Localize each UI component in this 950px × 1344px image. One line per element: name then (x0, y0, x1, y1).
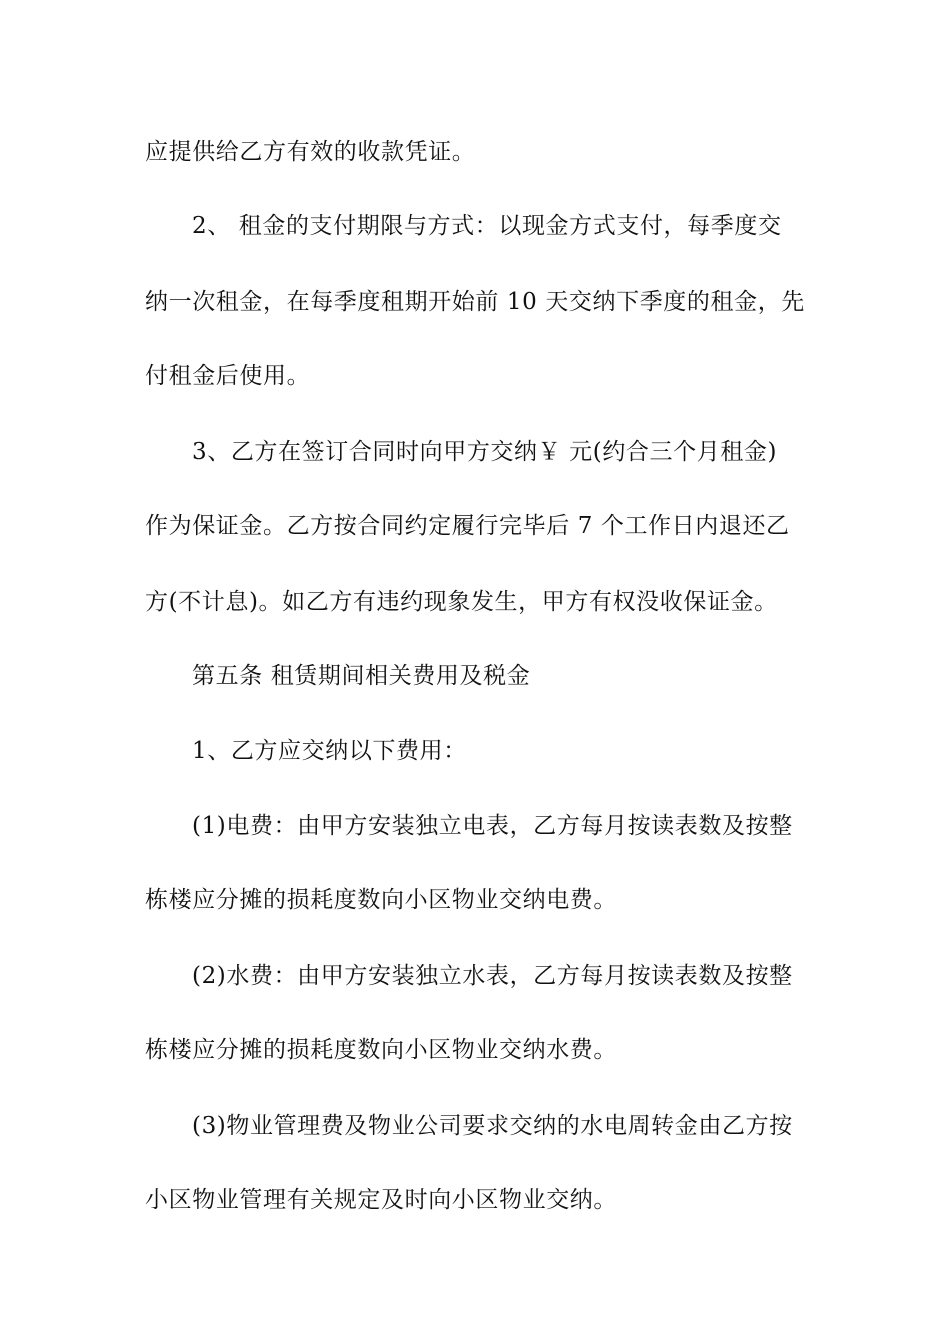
paragraph-3-heading: 3、乙方在签订合同时向甲方交纳￥ 元(约合三个月租金) (192, 439, 778, 465)
item-1-heading: 1、乙方应交纳以下费用： (192, 738, 467, 764)
text-line: 应提供给乙方有效的收款凭证。 (145, 139, 476, 165)
text-line: 纳一次租金，在每季度租期开始前 10 天交纳下季度的租金，先 (145, 289, 805, 315)
text-line: 栋楼应分摊的损耗度数向小区物业交纳水费。 (145, 1037, 617, 1063)
text-line: 方(不计息)。如乙方有违约现象发生，甲方有权没收保证金。 (145, 589, 778, 615)
text-line: 栋楼应分摊的损耗度数向小区物业交纳电费。 (145, 887, 617, 913)
text-line: 小区物业管理有关规定及时向小区物业交纳。 (145, 1187, 617, 1213)
subitem-electricity: (1)电费：由甲方安装独立电表，乙方每月按读表数及按整 (192, 813, 793, 839)
text-line: 作为保证金。乙方按合同约定履行完毕后 7 个工作日内退还乙 (145, 513, 790, 539)
subitem-property-fee: (3)物业管理费及物业公司要求交纳的水电周转金由乙方按 (192, 1113, 793, 1139)
paragraph-2-heading: 2、 租金的支付期限与方式：以现金方式支付，每季度交 (192, 213, 782, 239)
subitem-water: (2)水费：由甲方安装独立水表，乙方每月按读表数及按整 (192, 963, 793, 989)
text-line: 付租金后使用。 (145, 363, 311, 389)
article-5-title: 第五条 租赁期间相关费用及税金 (192, 663, 531, 689)
